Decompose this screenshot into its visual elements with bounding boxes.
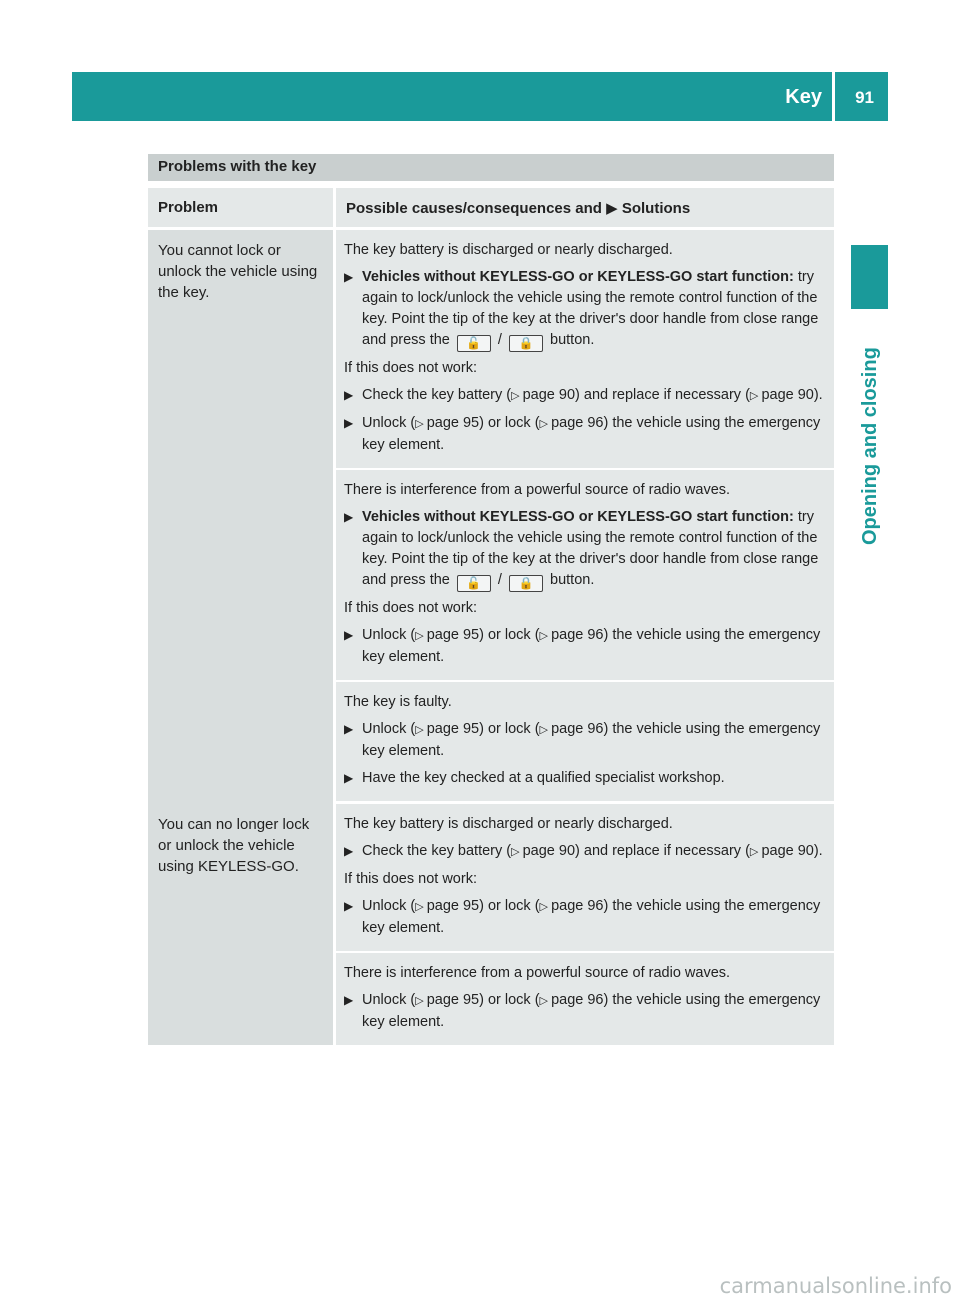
step-text: button. <box>546 332 595 348</box>
step-text: / <box>493 572 506 588</box>
page-ref-icon: ▷ <box>415 901 427 913</box>
step-arrow-icon: ▶ <box>344 388 354 402</box>
solution-step <box>344 413 826 456</box>
step-text: Unlock ( <box>362 992 416 1008</box>
page-number: 91 <box>855 88 874 107</box>
fallback-note: If this does not work: <box>344 871 477 887</box>
column-header-solutions-label: Solutions <box>621 200 691 217</box>
table-row <box>148 230 834 468</box>
step-arrow-icon: ▶ <box>344 993 354 1007</box>
solution-step <box>344 385 826 407</box>
watermark: carmanualsonline.info <box>719 1274 952 1298</box>
side-tab-label: Opening and closing <box>859 347 881 545</box>
page-ref-icon: ▷ <box>539 724 552 736</box>
step-text: Unlock ( <box>362 898 416 914</box>
page-ref-icon: ▷ <box>539 995 552 1007</box>
step-text: try again to lock/unlock the vehicle using the remote control function of the key. Point the tip of the key at the driver's door handle from close range and press the <box>362 509 819 588</box>
page-ref-icon: ▷ <box>415 418 427 430</box>
step-arrow-icon: ▶ <box>344 628 354 642</box>
side-tab-marker <box>851 245 888 309</box>
cause-cell <box>336 804 834 951</box>
solution-step <box>344 768 826 789</box>
cause-intro: The key battery is discharged or nearly discharged. <box>344 242 673 258</box>
page-ref-icon: ▷ <box>511 390 523 402</box>
step-text: page 96) the vehicle using the emergency key element. <box>362 898 821 936</box>
page-ref-icon: ▷ <box>511 846 523 858</box>
cause-intro: The key is faulty. <box>344 694 452 710</box>
step-text: page 90). <box>761 387 823 403</box>
page-ref-icon: ▷ <box>539 901 552 913</box>
step-text: page 95) or lock ( <box>426 898 540 914</box>
step-text: button. <box>546 572 595 588</box>
step-text: page 96) the vehicle using the emergency key element. <box>362 721 821 759</box>
header-title: Key <box>785 86 822 108</box>
cause-cell <box>336 230 834 468</box>
section-title: Problems with the key <box>148 154 834 181</box>
step-text: Check the key battery ( <box>362 387 512 403</box>
step-text: page 95) or lock ( <box>426 721 540 737</box>
solution-step <box>344 990 826 1033</box>
cause-intro: The key battery is discharged or nearly discharged. <box>344 816 673 832</box>
unlock-button-icon: 🔓 <box>457 575 491 592</box>
cause-intro: There is interference from a powerful source of radio waves. <box>344 965 731 981</box>
unlock-button-icon: 🔓 <box>457 335 491 352</box>
header-divider <box>832 72 835 121</box>
step-text: page 90) and replace if necessary ( <box>522 843 750 859</box>
cause-intro: There is interference from a powerful source of radio waves. <box>344 482 731 498</box>
cause-cell <box>336 680 834 804</box>
step-text: page 90). <box>761 843 823 859</box>
fallback-note: If this does not work: <box>344 360 477 376</box>
page-ref-icon: ▷ <box>539 418 552 430</box>
solution-step <box>344 719 826 762</box>
step-text: page 96) the vehicle using the emergency key element. <box>362 415 821 453</box>
solution-step <box>344 625 826 668</box>
problem-cell: You can no longer lock or unlock the vehicle using KEYLESS-GO. <box>148 804 336 1045</box>
step-text: page 95) or lock ( <box>426 415 540 431</box>
step-bold-text: Vehicles without KEYLESS-GO or KEYLESS-GO start function: <box>362 269 794 285</box>
solution-step <box>344 267 826 352</box>
table-header-row <box>148 188 834 230</box>
step-arrow-icon: ▶ <box>344 844 354 858</box>
step-arrow-icon: ▶ <box>344 270 354 284</box>
problem-cell: You cannot lock or unlock the vehicle using the key. <box>148 230 336 804</box>
step-text: page 95) or lock ( <box>426 627 540 643</box>
table-row <box>148 804 834 951</box>
step-arrow-icon: ▶ <box>344 510 354 524</box>
lock-button-icon: 🔒 <box>509 575 543 592</box>
cause-cell <box>336 468 834 680</box>
page-ref-icon: ▷ <box>415 630 427 642</box>
step-text: page 96) the vehicle using the emergency key element. <box>362 627 821 665</box>
page-ref-icon: ▷ <box>415 995 427 1007</box>
step-text: page 96) the vehicle using the emergency key element. <box>362 992 821 1030</box>
step-arrow-icon: ▶ <box>344 771 354 785</box>
header-bar <box>72 72 888 121</box>
step-arrow-icon: ▶ <box>344 899 354 913</box>
column-header-solutions <box>336 188 834 230</box>
solution-arrow-icon: ▶ <box>606 200 622 217</box>
solution-step <box>344 896 826 939</box>
step-text: Unlock ( <box>362 721 416 737</box>
fallback-note: If this does not work: <box>344 600 477 616</box>
step-text: / <box>493 332 506 348</box>
cause-cell <box>336 951 834 1045</box>
step-text: page 95) or lock ( <box>426 992 540 1008</box>
step-text: Unlock ( <box>362 415 416 431</box>
lock-button-icon: 🔒 <box>509 335 543 352</box>
step-arrow-icon: ▶ <box>344 722 354 736</box>
solution-step <box>344 507 826 592</box>
step-text: try again to lock/unlock the vehicle using the remote control function of the key. Point the tip of the key at the driver's door handle from close range and press the <box>362 269 819 348</box>
page-ref-icon: ▷ <box>539 630 552 642</box>
step-arrow-icon: ▶ <box>344 416 354 430</box>
step-bold-text: Vehicles without KEYLESS-GO or KEYLESS-GO start function: <box>362 509 794 525</box>
page-ref-icon: ▷ <box>415 724 427 736</box>
page-ref-icon: ▷ <box>749 390 762 402</box>
column-header-problem: Problem <box>148 188 336 230</box>
step-text: page 90) and replace if necessary ( <box>522 387 750 403</box>
step-text: Unlock ( <box>362 627 416 643</box>
page-ref-icon: ▷ <box>749 846 762 858</box>
step-text: Check the key battery ( <box>362 843 512 859</box>
step-text: Have the key checked at a qualified specialist workshop. <box>362 770 725 786</box>
column-header-solutions-text: Possible causes/consequences and <box>346 200 607 217</box>
problems-table <box>148 188 834 1045</box>
solution-step <box>344 841 826 863</box>
